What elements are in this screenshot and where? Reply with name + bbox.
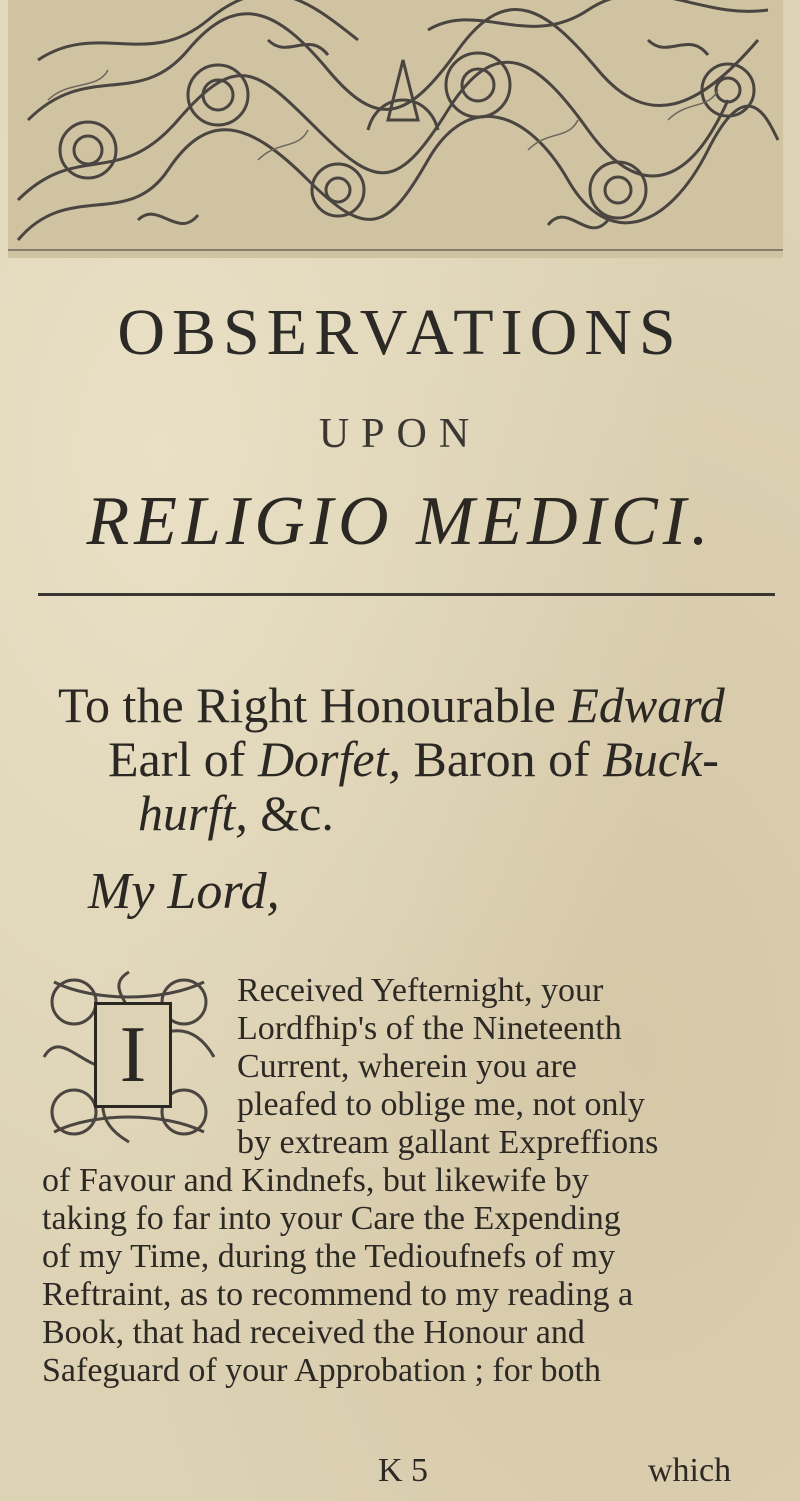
- body-line: by extream gallant Expreffions: [237, 1124, 659, 1161]
- body-line: Reftraint, as to recommend to my reading a: [42, 1276, 634, 1313]
- body-line: of Favour and Kindnefs, but likewife by: [42, 1162, 589, 1199]
- body-line: Current, wherein you are: [237, 1048, 577, 1085]
- catchword: which: [648, 1452, 732, 1489]
- body-line: pleafed to oblige me, not only: [237, 1086, 645, 1123]
- salutation: My Lord,: [88, 863, 280, 920]
- dedication-line-2: Earl of Dorfet, Baron of Buck-: [108, 731, 719, 787]
- dedication-line-3: hurft, &c.: [138, 785, 334, 841]
- body-line: Safeguard of your Approbation ; for both: [42, 1352, 601, 1389]
- signature-mark: K 5: [378, 1452, 429, 1489]
- headpiece-ornament-icon: [8, 0, 783, 258]
- letter-body: [42, 972, 767, 1390]
- dedication-line-1: To the Right Honourable Edward: [58, 677, 725, 733]
- ornamental-headpiece: [8, 0, 783, 258]
- drop-cap-letter: I: [94, 1002, 172, 1108]
- title-religio-medici: RELIGIO MEDICI.: [86, 483, 714, 560]
- horizontal-rule: [38, 593, 775, 596]
- dedication-block: [58, 678, 758, 840]
- title-observations: OBSERVATIONS: [117, 296, 683, 369]
- body-line: Book, that had received the Honour and: [42, 1314, 585, 1351]
- body-line: Lordfhip's of the Nineteenth: [237, 1010, 622, 1047]
- body-line: Received Yefternight, your: [237, 972, 604, 1009]
- body-line: taking fo far into your Care the Expending: [42, 1200, 621, 1237]
- title-upon: UPON: [318, 411, 482, 457]
- body-line: of my Time, during the Tedioufnefs of my: [42, 1238, 616, 1275]
